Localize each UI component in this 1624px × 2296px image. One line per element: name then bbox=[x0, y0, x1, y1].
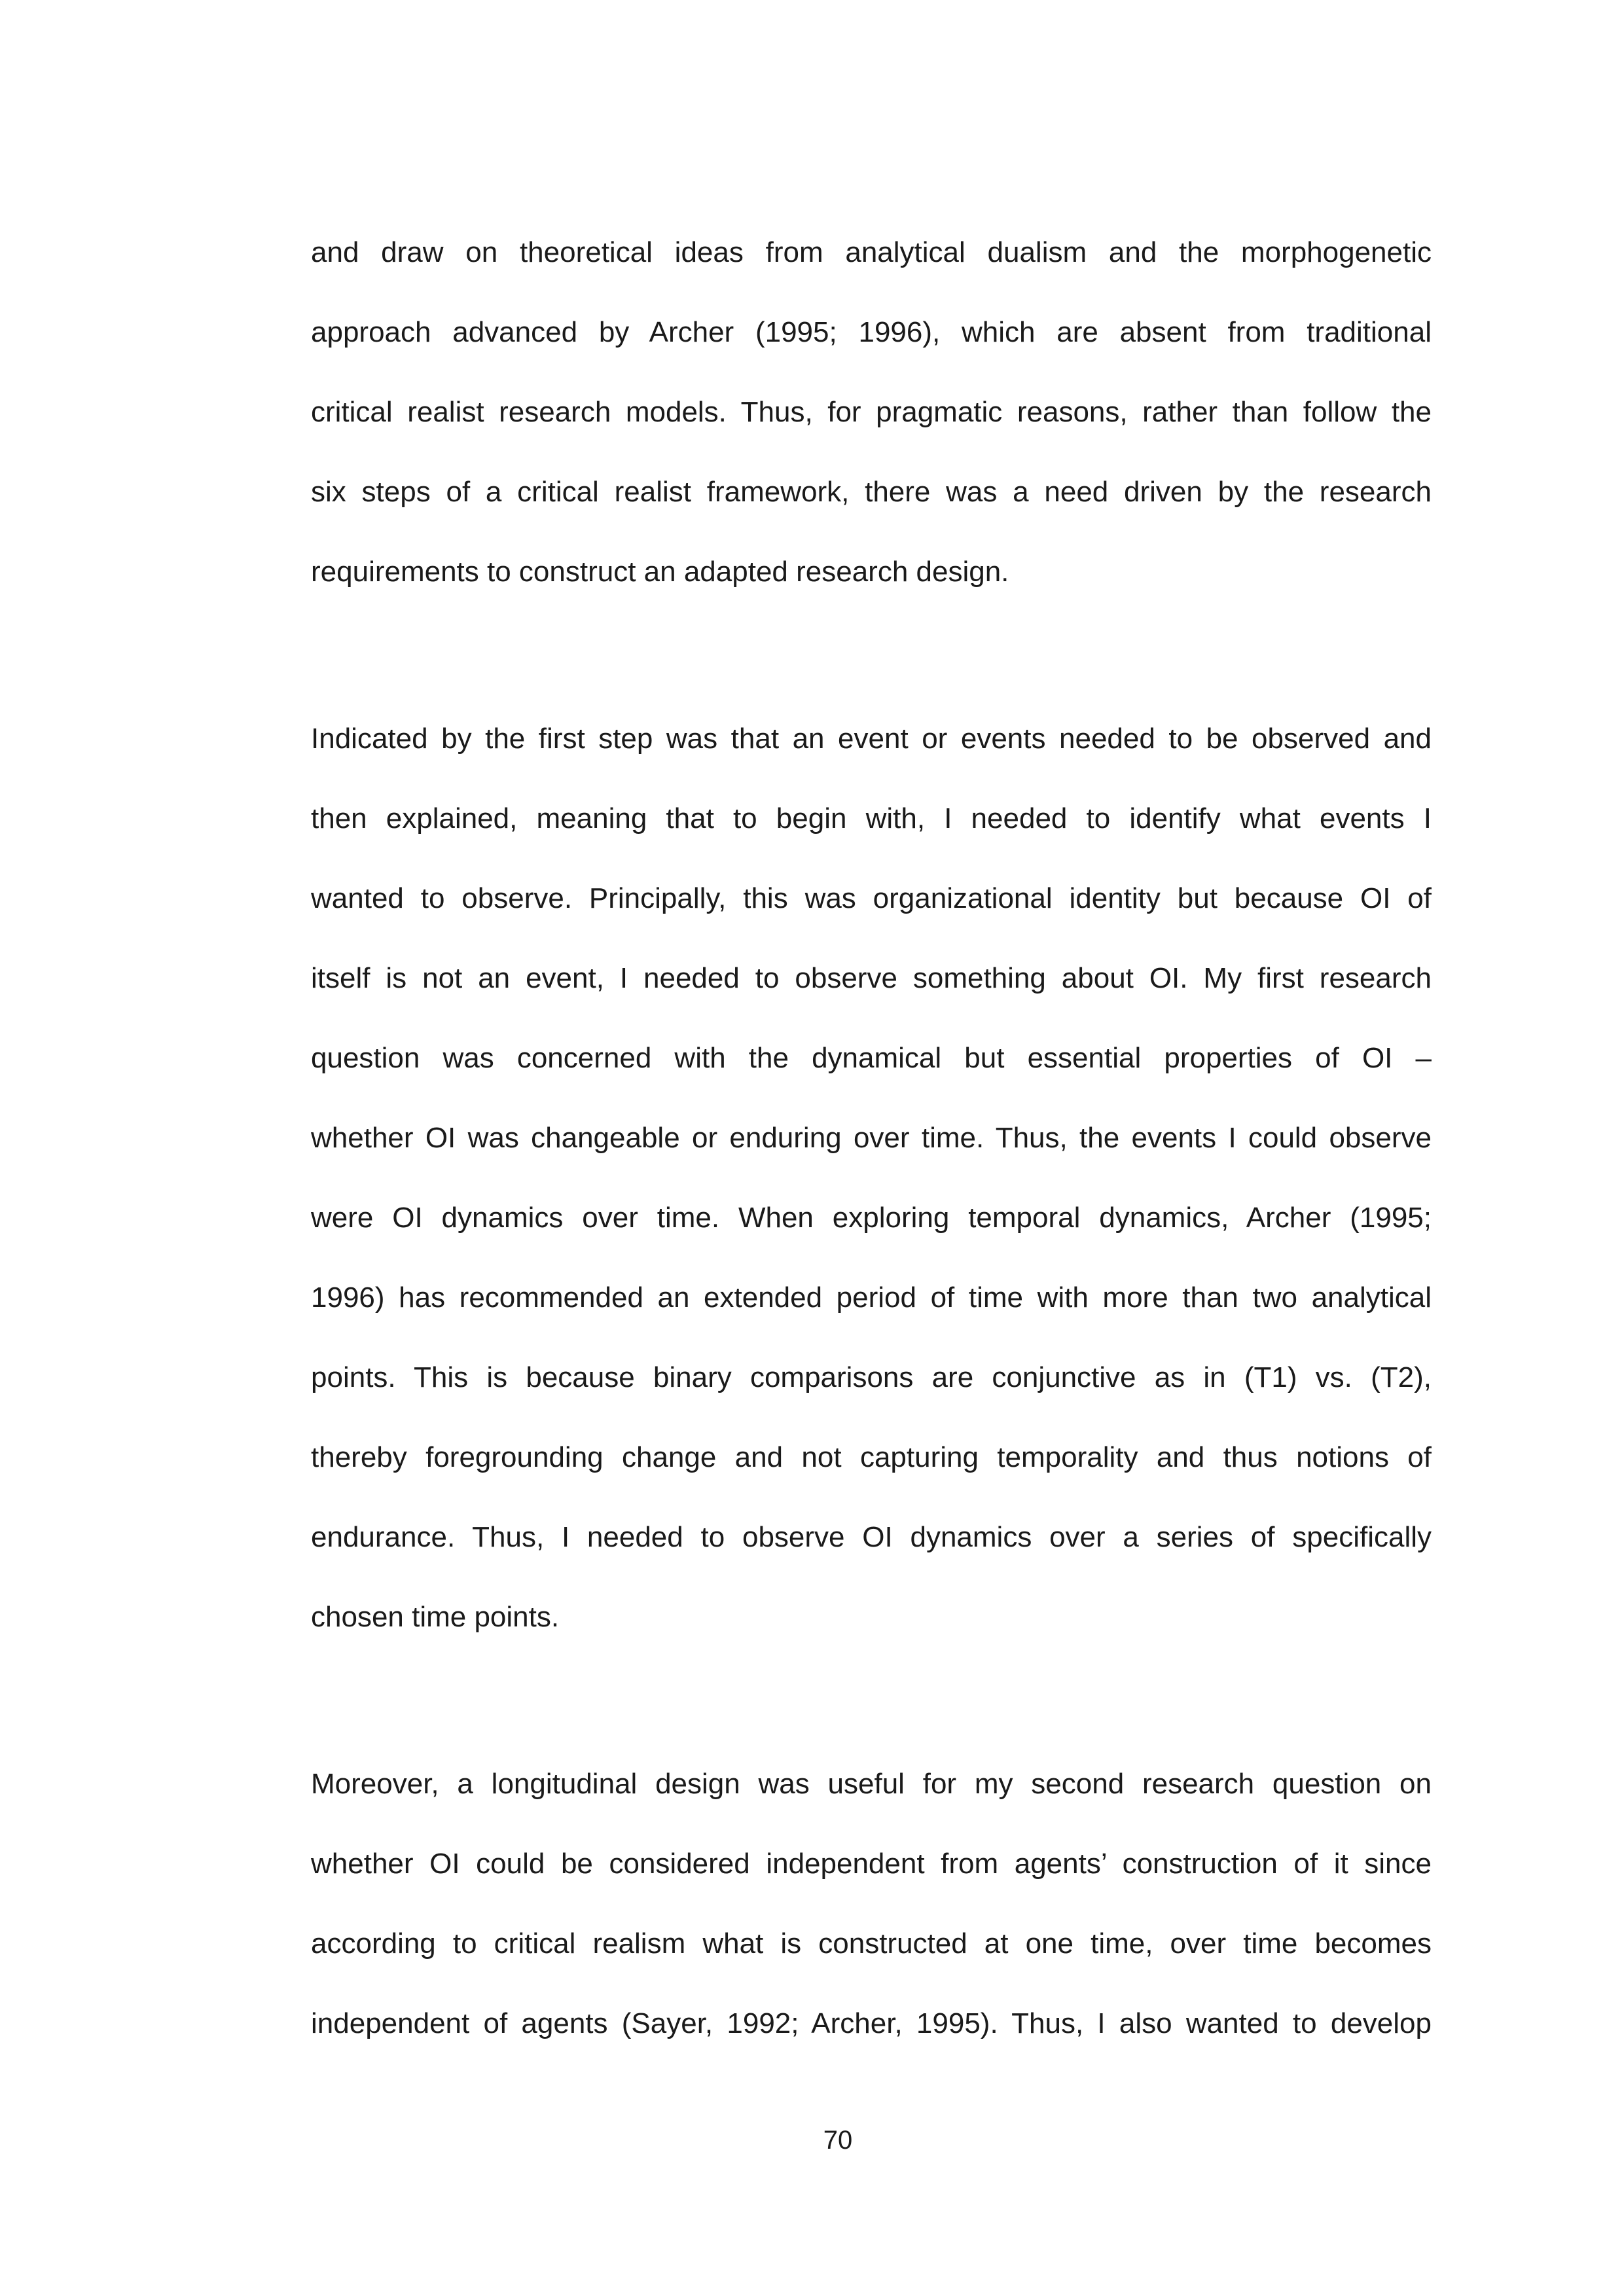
page-number: 70 bbox=[823, 2126, 853, 2155]
text-line: whether OI was changeable or enduring over time. Thus, the events I could observe bbox=[311, 1122, 1432, 1154]
text-line: according to critical realism what is constructed at one time, over time becomes bbox=[311, 1928, 1432, 1960]
paragraph-3 bbox=[311, 1744, 1432, 2064]
text-line: requirements to construct an adapted research design. bbox=[311, 556, 1009, 588]
text-line: whether OI could be considered independent from agents’ construction of it since bbox=[311, 1848, 1432, 1880]
text-line: approach advanced by Archer (1995; 1996), which are absent from traditional bbox=[311, 316, 1432, 348]
text-line: thereby foregrounding change and not capturing temporality and thus notions of bbox=[311, 1441, 1432, 1473]
text-line: points. This is because binary comparisons are conjunctive as in (T1) vs. (T2), bbox=[311, 1361, 1432, 1393]
text-line: critical realist research models. Thus, for pragmatic reasons, rather than follow the bbox=[311, 396, 1432, 428]
text-line: then explained, meaning that to begin with, I needed to identify what events I bbox=[311, 802, 1432, 834]
text-line: wanted to observe. Principally, this was organizational identity but because OI of bbox=[311, 882, 1432, 914]
text-line: endurance. Thus, I needed to observe OI dynamics over a series of specifically bbox=[311, 1521, 1432, 1553]
text-line: itself is not an event, I needed to observe something about OI. My first research bbox=[311, 962, 1432, 994]
text-line: question was concerned with the dynamical but essential properties of OI – bbox=[311, 1042, 1432, 1074]
paragraph-1 bbox=[311, 213, 1432, 612]
text-line: and draw on theoretical ideas from analytical dualism and the morphogenetic bbox=[311, 236, 1432, 268]
text-line: six steps of a critical realist framework, there was a need driven by the research bbox=[311, 476, 1432, 508]
text-line: were OI dynamics over time. When exploring temporal dynamics, Archer (1995; bbox=[311, 1202, 1432, 1234]
text-line: Indicated by the first step was that an event or events needed to be observed and bbox=[311, 723, 1432, 755]
text-line: chosen time points. bbox=[311, 1601, 560, 1633]
text-line: independent of agents (Sayer, 1992; Archer, 1995). Thus, I also wanted to develop bbox=[311, 2007, 1432, 2039]
text-line: 1996) has recommended an extended period of time with more than two analytical bbox=[311, 1282, 1432, 1314]
text-line: Moreover, a longitudinal design was useful for my second research question on bbox=[311, 1768, 1432, 1800]
paragraph-2 bbox=[311, 699, 1432, 1657]
